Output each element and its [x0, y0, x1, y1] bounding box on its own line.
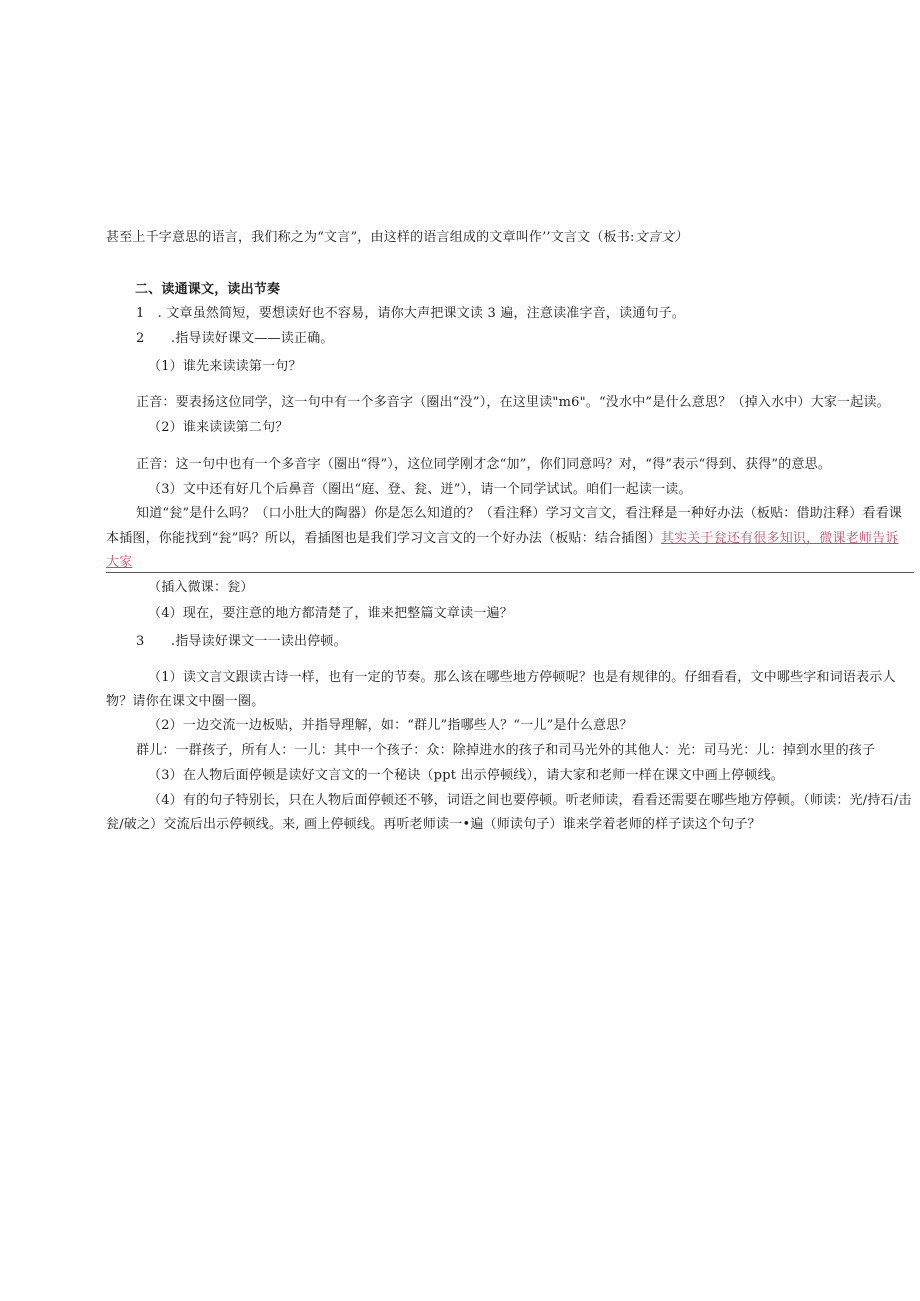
question-3: （3）文中还有好几个后鼻音（圈出“庭、登、瓮、迸”），请一个同学试试。咱们一起读一读。 — [148, 482, 692, 497]
step-3: 3 .指导读好课文一一读出停顿。 — [136, 634, 347, 649]
step-1: 1 . 文章虽然简短，要想读好也不容易，请你大声把课文读 3 遍，注意读准字音，读通句子。 — [136, 306, 686, 321]
paragraph-weng-b — [106, 530, 899, 548]
glossary-line: 群儿：一群孩子，所有人：一儿：其中一个孩子：众：除掉进水的孩子和司马光外的其他人：光：司马光：儿：掉到水里的孩子 — [136, 743, 876, 758]
pause-paragraph-2: （2）一边交流一边板贴，并指导理解，如：“群儿”指哪些人？“一儿”是什么意思？ — [148, 718, 633, 733]
intro-line — [106, 229, 687, 247]
question-4: （4）现在，要注意的地方都清楚了，谁来把整篇文章读一遍？ — [148, 606, 513, 621]
pause-paragraph-1b: 物？请你在课文中圈一圈。 — [106, 694, 265, 709]
pronunciation-note-2: 正音：这一句中也有一个多音字（圈出“得”），这位同学刚才念“加”，你们同意吗？对，“得”表示“得到、获得”的意思。 — [136, 457, 832, 472]
pause-paragraph-3: （3）在人物后面停顿是读好文言文的一个秘诀（ppt 出示停顿线），请大家和老师一样在课文中画上停顿线。 — [148, 768, 784, 783]
highlight-text: 其实关于瓮还有很多知识，微课老师告诉 — [660, 531, 899, 546]
intro-text: 甚至上千字意思的语言，我们称之为“文言”，由这样的语言组成的文章叫作’’文言文（板书: — [106, 230, 635, 245]
paragraph-weng-b-text: 本插图，你能找到“瓮”吗？所以，看插图也是我们学习文言文的一个好办法（板贴：结合插图） — [106, 531, 661, 546]
question-2: （2）谁来读读第二句？ — [148, 420, 289, 435]
pronunciation-note-1: 正音：要表扬这位同学，这一句中有一个多音字（圈出“没”），在这里读"m6"。“没水中”是什么意思？（掉入水中）大家一起读。 — [136, 395, 890, 410]
pause-paragraph-4b: 瓮/破之）交流后出示停顿线。来, 画上停顿线。再听老师读一•遍（师读句子）谁来学着老师的样子读这个句子？ — [106, 817, 761, 832]
micro-lesson-note: （插入微课：瓮） — [148, 580, 254, 595]
pause-paragraph-1a: （1）读文言文跟读古诗一样，也有一定的节奏。那么该在哪些地方停顿呢？也是有规律的。仔细看看，文中哪些字和词语表示人 — [148, 670, 896, 685]
paragraph-weng-c — [106, 554, 132, 572]
question-1: （1）谁先来读读第一句？ — [148, 359, 302, 374]
highlight-text-continued: 大家 — [106, 555, 133, 570]
pause-paragraph-4a: （4）有的句子特别长，只在人物后面停顿还不够，词语之间也要停顿。听老师读，看看还需要在哪些地方停顿。（师读：光/持石/击 — [148, 793, 912, 808]
divider-line — [106, 572, 914, 573]
paragraph-weng-a: 知道“瓮”是什么吗？（口小肚大的陶器）你是怎么知道的？（看注释）学习文言文，看注释是一种好办法（板贴：借助注释）看看课 — [136, 506, 903, 521]
section-heading: 二、读通课文，读出节奏 — [135, 282, 281, 297]
step-2: 2 .指导读好课文——读正确。 — [136, 331, 334, 346]
intro-italic-tail: 文言文） — [634, 230, 688, 245]
